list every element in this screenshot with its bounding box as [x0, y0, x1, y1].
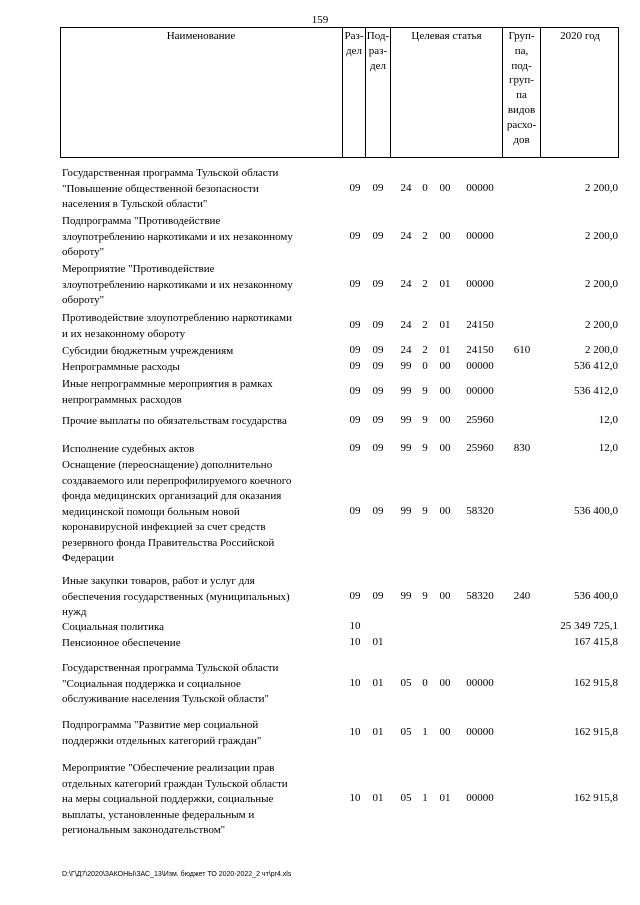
cell-amount: 2 200,0 [585, 344, 618, 356]
cell-podrazdel: 09 [372, 319, 384, 331]
row-name-line: резервного фонда Правительства Российской [62, 536, 275, 549]
cell-program: 99 [400, 360, 412, 372]
cell-amount: 162 915,8 [574, 677, 618, 689]
cell-amount: 536 400,0 [574, 590, 618, 602]
cell-subprogram: 0 [422, 360, 428, 372]
cell-razdel: 09 [349, 590, 361, 602]
row-name-line: Субсидии бюджетным учреждениям [62, 345, 234, 357]
row-name-line: злоупотреблению наркотиками и их незаконному [62, 278, 293, 291]
cell-direction: 00000 [466, 726, 494, 738]
cell-razdel: 09 [349, 414, 361, 426]
cell-program: 24 [400, 319, 412, 331]
row-name-line: Мероприятие "Обеспечение реализации прав [62, 762, 275, 774]
row-name-line: Мероприятие "Противодействие [62, 263, 215, 275]
row-name-line: медицинской помощи больным новой [62, 505, 240, 518]
cell-razdel: 10 [349, 677, 361, 689]
cell-amount: 536 412,0 [574, 360, 618, 372]
header-name: Наименование [60, 27, 343, 158]
row-name [62, 661, 340, 708]
row-name [62, 166, 340, 213]
row-name-line: обороту" [62, 246, 105, 258]
cell-direction: 58320 [466, 505, 494, 517]
cell-subprogram: 9 [422, 414, 428, 426]
cell-amount: 167 415,8 [574, 636, 618, 648]
cell-direction: 00000 [466, 677, 494, 689]
row-name [62, 311, 340, 342]
row-name-line: Пенсионное обеспечение [62, 637, 181, 649]
cell-activity: 00 [439, 182, 451, 194]
cell-subprogram: 2 [422, 230, 428, 242]
cell-program: 24 [400, 230, 412, 242]
cell-direction: 00000 [466, 182, 494, 194]
cell-razdel: 09 [349, 442, 361, 454]
cell-subprogram: 9 [422, 385, 428, 397]
row-name-line: Государственная программа Тульской области [62, 662, 279, 674]
cell-amount: 2 200,0 [585, 182, 618, 194]
cell-activity: 01 [439, 792, 451, 804]
cell-razdel: 09 [349, 230, 361, 242]
row-name-line: Исполнение судебных актов [62, 443, 195, 455]
row-name-line: обороту" [62, 294, 105, 306]
page-number: 159 [311, 14, 329, 26]
cell-subprogram: 2 [422, 344, 428, 356]
cell-activity: 01 [439, 319, 451, 331]
row-name-line: поддержки отдельных категорий граждан" [62, 734, 262, 747]
cell-direction: 00000 [466, 230, 494, 242]
cell-subprogram: 0 [422, 182, 428, 194]
cell-subprogram: 0 [422, 677, 428, 689]
cell-amount: 12,0 [598, 414, 618, 426]
row-name-line: отдельных категорий граждан Тульской области [62, 777, 288, 790]
cell-amount: 162 915,8 [574, 726, 618, 738]
cell-program: 99 [400, 442, 412, 454]
row-name [62, 718, 340, 749]
cell-direction: 24150 [466, 319, 494, 331]
row-name [62, 214, 340, 261]
cell-razdel: 09 [349, 278, 361, 290]
cell-podrazdel: 09 [372, 414, 384, 426]
cell-expense-type: 830 [513, 442, 531, 454]
row-name [62, 360, 340, 376]
row-name-line: Непрограммные расходы [62, 361, 180, 373]
cell-podrazdel: 09 [372, 385, 384, 397]
row-name-line: Противодействие злоупотреблению наркотиками [62, 312, 292, 324]
cell-razdel: 10 [349, 620, 361, 632]
cell-amount: 162 915,8 [574, 792, 618, 804]
cell-razdel: 10 [349, 726, 361, 738]
row-name-line: Прочие выплаты по обязательствам государства [62, 415, 287, 427]
cell-podrazdel: 09 [372, 360, 384, 372]
row-name-line: обеспечения государственных (муниципальных) [62, 590, 290, 603]
row-name [62, 377, 340, 408]
header-year: 2020 год [560, 30, 600, 42]
cell-program: 99 [400, 505, 412, 517]
cell-activity: 00 [439, 677, 451, 689]
cell-subprogram: 1 [422, 792, 428, 804]
cell-program: 05 [400, 726, 412, 738]
cell-expense-type: 240 [513, 590, 531, 602]
cell-program: 24 [400, 344, 412, 356]
cell-razdel: 09 [349, 360, 361, 372]
cell-amount: 536 412,0 [574, 385, 618, 397]
cell-subprogram: 9 [422, 590, 428, 602]
row-name-line: нужд [62, 606, 87, 618]
row-name [62, 458, 340, 567]
cell-podrazdel: 01 [372, 677, 384, 689]
row-name-line: обслуживание населения Тульской области" [62, 693, 270, 705]
cell-activity: 00 [439, 590, 451, 602]
cell-program: 24 [400, 278, 412, 290]
cell-podrazdel: 01 [372, 792, 384, 804]
cell-razdel: 10 [349, 792, 361, 804]
cell-activity: 00 [439, 726, 451, 738]
cell-razdel: 10 [349, 636, 361, 648]
cell-expense-type: 610 [513, 344, 531, 356]
cell-podrazdel: 09 [372, 590, 384, 602]
cell-direction: 25960 [466, 442, 494, 454]
cell-activity: 00 [439, 505, 451, 517]
cell-program: 05 [400, 792, 412, 804]
header-target: Целевая статья [391, 27, 503, 158]
row-name-line: и их незаконному обороту [62, 327, 186, 340]
cell-amount: 2 200,0 [585, 230, 618, 242]
cell-subprogram: 9 [422, 442, 428, 454]
row-name-line: фонда медицинских организаций для оказания [62, 490, 282, 502]
row-name-line: коронавирусной инфекцией за счет средств [62, 521, 266, 533]
cell-subprogram: 2 [422, 319, 428, 331]
cell-razdel: 09 [349, 319, 361, 331]
row-name-line: "Социальная поддержка и социальное [62, 677, 241, 690]
cell-direction: 00000 [466, 385, 494, 397]
row-name-line: Федерации [62, 552, 114, 564]
cell-program: 05 [400, 677, 412, 689]
cell-direction: 00000 [466, 792, 494, 804]
cell-program: 24 [400, 182, 412, 194]
cell-activity: 01 [439, 344, 451, 356]
row-name-line: Государственная программа Тульской области [62, 167, 279, 179]
cell-program: 99 [400, 385, 412, 397]
row-name [62, 344, 340, 360]
row-name-line: Подпрограмма "Противодействие [62, 215, 221, 227]
cell-direction: 24150 [466, 344, 494, 356]
footer-file-path: D:\Г\Д7\2020\ЗАКОНЫ\ЗАС_13\Изм. бюджет ТО 2020-2022_2 чт\pr4.xls [62, 871, 292, 878]
cell-subprogram: 1 [422, 726, 428, 738]
cell-subprogram: 9 [422, 505, 428, 517]
row-name-line: Подпрограмма "Развитие мер социальной [62, 719, 259, 731]
cell-razdel: 09 [349, 344, 361, 356]
cell-direction: 25960 [466, 414, 494, 426]
row-name-line: создаваемого или перепрофилируемого коечного [62, 474, 292, 487]
row-name-line: непрограммных расходов [62, 393, 182, 406]
cell-program: 99 [400, 590, 412, 602]
cell-subprogram: 2 [422, 278, 428, 290]
cell-podrazdel: 09 [372, 505, 384, 517]
cell-podrazdel: 09 [372, 344, 384, 356]
row-name [62, 574, 340, 621]
row-name [62, 442, 340, 458]
row-name-line: на меры социальной поддержки, социальные [62, 793, 274, 805]
row-name [62, 620, 340, 636]
cell-amount: 2 200,0 [585, 278, 618, 290]
header-razdel: Раз- дел [343, 27, 366, 158]
row-name-line: злоупотреблению наркотиками и их незаконному [62, 230, 293, 243]
cell-amount: 12,0 [598, 442, 618, 454]
row-name-line: Иные непрограммные мероприятия в рамках [62, 378, 273, 390]
cell-activity: 00 [439, 385, 451, 397]
cell-razdel: 09 [349, 505, 361, 517]
cell-direction: 00000 [466, 360, 494, 372]
cell-podrazdel: 09 [372, 182, 384, 194]
header-podrazdel: Под- раз- дел [366, 27, 391, 158]
row-name [62, 262, 340, 309]
cell-podrazdel: 09 [372, 230, 384, 242]
row-name-line: "Повышение общественной безопасности [62, 182, 259, 195]
cell-amount: 25 349 725,1 [560, 620, 618, 632]
cell-podrazdel: 09 [372, 442, 384, 454]
row-name-line: Оснащение (переоснащение) дополнительно [62, 459, 273, 471]
cell-program: 99 [400, 414, 412, 426]
cell-amount: 2 200,0 [585, 319, 618, 331]
row-name-line: региональным законодательством" [62, 824, 226, 836]
cell-podrazdel: 09 [372, 278, 384, 290]
row-name-line: выплаты, установленные федеральным и [62, 808, 255, 821]
row-name-line: Социальная политика [62, 621, 165, 633]
cell-direction: 00000 [466, 278, 494, 290]
cell-activity: 00 [439, 360, 451, 372]
cell-podrazdel: 01 [372, 636, 384, 648]
row-name-line: населения в Тульской области" [62, 198, 208, 210]
header-group: Груп- па, под- груп- па видов расхо- дов [503, 27, 541, 158]
cell-podrazdel: 01 [372, 726, 384, 738]
cell-direction: 58320 [466, 590, 494, 602]
cell-amount: 536 400,0 [574, 505, 618, 517]
cell-razdel: 09 [349, 182, 361, 194]
row-name [62, 761, 340, 839]
cell-activity: 00 [439, 230, 451, 242]
row-name-line: Иные закупки товаров, работ и услуг для [62, 575, 255, 587]
row-name [62, 636, 340, 652]
row-name [62, 414, 340, 430]
cell-activity: 00 [439, 414, 451, 426]
cell-activity: 00 [439, 442, 451, 454]
cell-razdel: 09 [349, 385, 361, 397]
cell-activity: 01 [439, 278, 451, 290]
